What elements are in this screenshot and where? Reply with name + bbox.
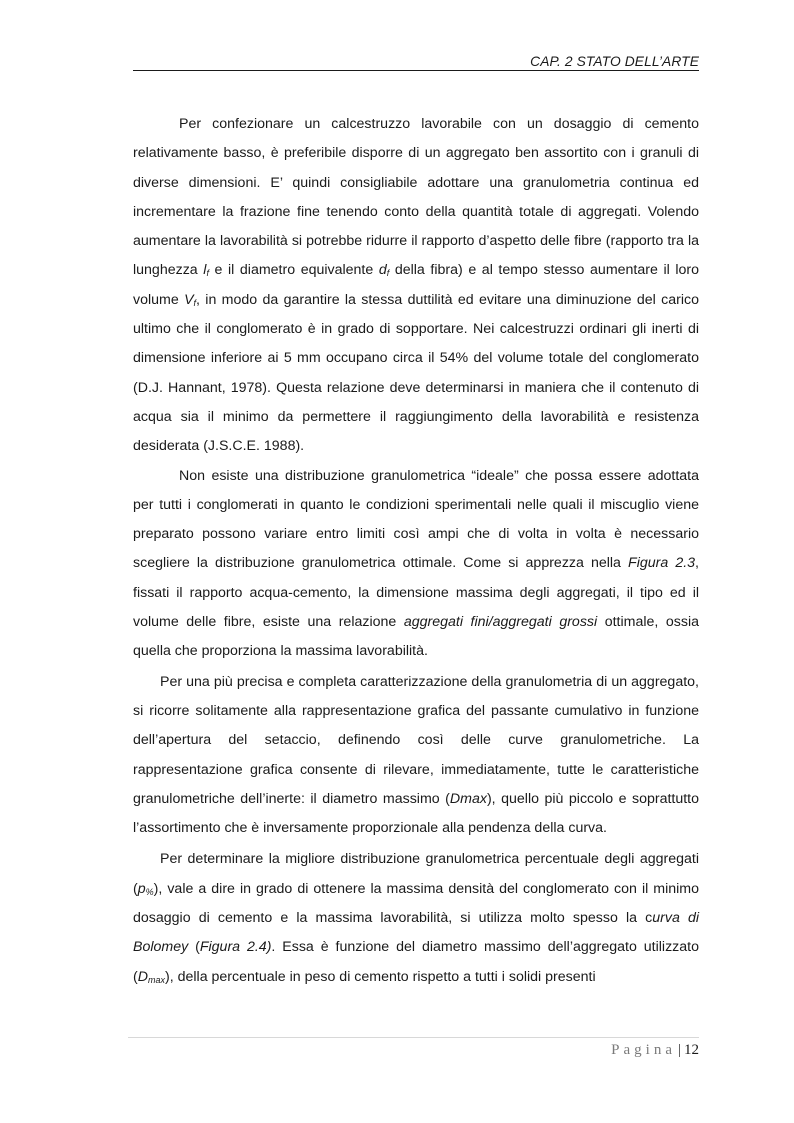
- page-number: 12: [684, 1042, 699, 1058]
- body-text: [133, 110, 699, 992]
- text-run: ), vale a dire in grado di ottenere la massima densità del conglomerato con il minimo dosaggio di cemento e la massima lavorabilità, si utilizza molto spesso la c: [133, 880, 699, 927]
- footer-separator: |: [677, 1042, 681, 1058]
- symbol-dmax: Dmax: [449, 790, 487, 807]
- text-run: Per confezionare un calcestruzzo lavorabile con un dosaggio di cemento relativamente basso, è preferibile disporre di un aggregato ben assortito con i granuli di diverse dimensioni. E’ quindi consigliabile adottare una granulometria continua ed incrementare la frazione fine tenendo conto della quantità totale di aggregati. Volendo aumentare la lavorabilità si potrebbe ridurre il rapporto d’aspetto delle fibre (rapporto tra la lunghezza: [133, 116, 699, 279]
- page-label: Pagina: [611, 1042, 676, 1058]
- text-run: (: [188, 939, 200, 956]
- text-run: Non esiste una distribuzione granulometrica “ideale” che possa essere adottata per tutti i conglomerati in quanto le condizioni sperimentali nelle quali il miscuglio viene preparato possono variare entro limiti così ampi che di volta in volta è necessario scegliere la distribuzione granulometrica ottimale. Come si apprezza nella: [133, 467, 699, 572]
- text-run: Per determinare la migliore distribuzione granulometrica percentuale degli aggregati (: [133, 851, 699, 897]
- symbol-p-percent: $p_{\%}$: [137, 880, 154, 897]
- paragraph-4: [133, 845, 699, 991]
- emphasis-ratio: aggregati fini/aggregati grossi: [403, 614, 598, 631]
- text-run: , fissati il rapporto acqua-cemento, la dimensione massima degli aggregati, il tipo ed il volume delle fibre, esiste una relazione: [133, 555, 699, 631]
- figure-reference: Figura 2.4): [199, 939, 272, 956]
- paragraph-2: [133, 462, 699, 667]
- chapter-title: CAP. 2 STATO DELL’ARTE: [530, 54, 699, 69]
- symbol-lf: $l_f$: [203, 262, 209, 279]
- text-run: della fibra) e al tempo stesso aumentare il loro volume: [133, 262, 699, 308]
- paragraph-1: [133, 110, 699, 462]
- figure-reference: Figura 2.3: [628, 555, 696, 572]
- page-number-block: [611, 1042, 699, 1059]
- text-run: ), della percentuale in peso di cemento rispetto a tutti i solidi presenti: [165, 968, 596, 985]
- text-run: e il diametro equivalente: [208, 262, 379, 279]
- emphasis-bolomey: urva di Bolomey: [133, 910, 699, 956]
- text-run: Per una più precisa e completa caratterizzazione della granulometria di un aggregato, si ricorre solitamente alla rappresentazione grafica del passante cumulativo in funzione dell’apertura del setaccio, definendo così delle curve granulometriche. La rappresentazione grafica consente di rilevare, immediatamente, tutte le caratteristiche granulometriche dell’inerte: il diametro massimo (: [133, 673, 699, 807]
- symbol-df: $d_f$: [378, 262, 390, 279]
- text-run: ottimale, ossia quella che proporziona la massima lavorabilità.: [133, 614, 699, 660]
- symbol-vf: $V_f$: [184, 291, 197, 308]
- paragraph-3: [133, 668, 699, 844]
- text-run: . Essa è funzione del diametro massimo dell’aggregato utilizzato (: [133, 939, 699, 985]
- symbol-dmax-sub: $D_{max}$: [137, 968, 165, 985]
- page-footer: [128, 1037, 699, 1058]
- text-run: , in modo da garantire la stessa duttilità ed evitare una diminuzione del carico ultimo che il conglomerato è in grado di sopportare. Nei calcestruzzi ordinari gli inerti di dimensione inferiore ai 5 mm occupano circa il 54% del volume totale del conglomerato (D.J. Hannant, 1978). Questa relazione deve determinarsi in maniera che il contenuto di acqua sia il minimo da permettere il raggiungimento della lavorabilità e resistenza desiderata (J.S.C.E. 1988).: [133, 291, 699, 455]
- running-header: [133, 48, 699, 71]
- text-run: ), quello più piccolo e soprattutto l’assortimento che è inversamente proporzionale alla pendenza della curva.: [133, 790, 700, 837]
